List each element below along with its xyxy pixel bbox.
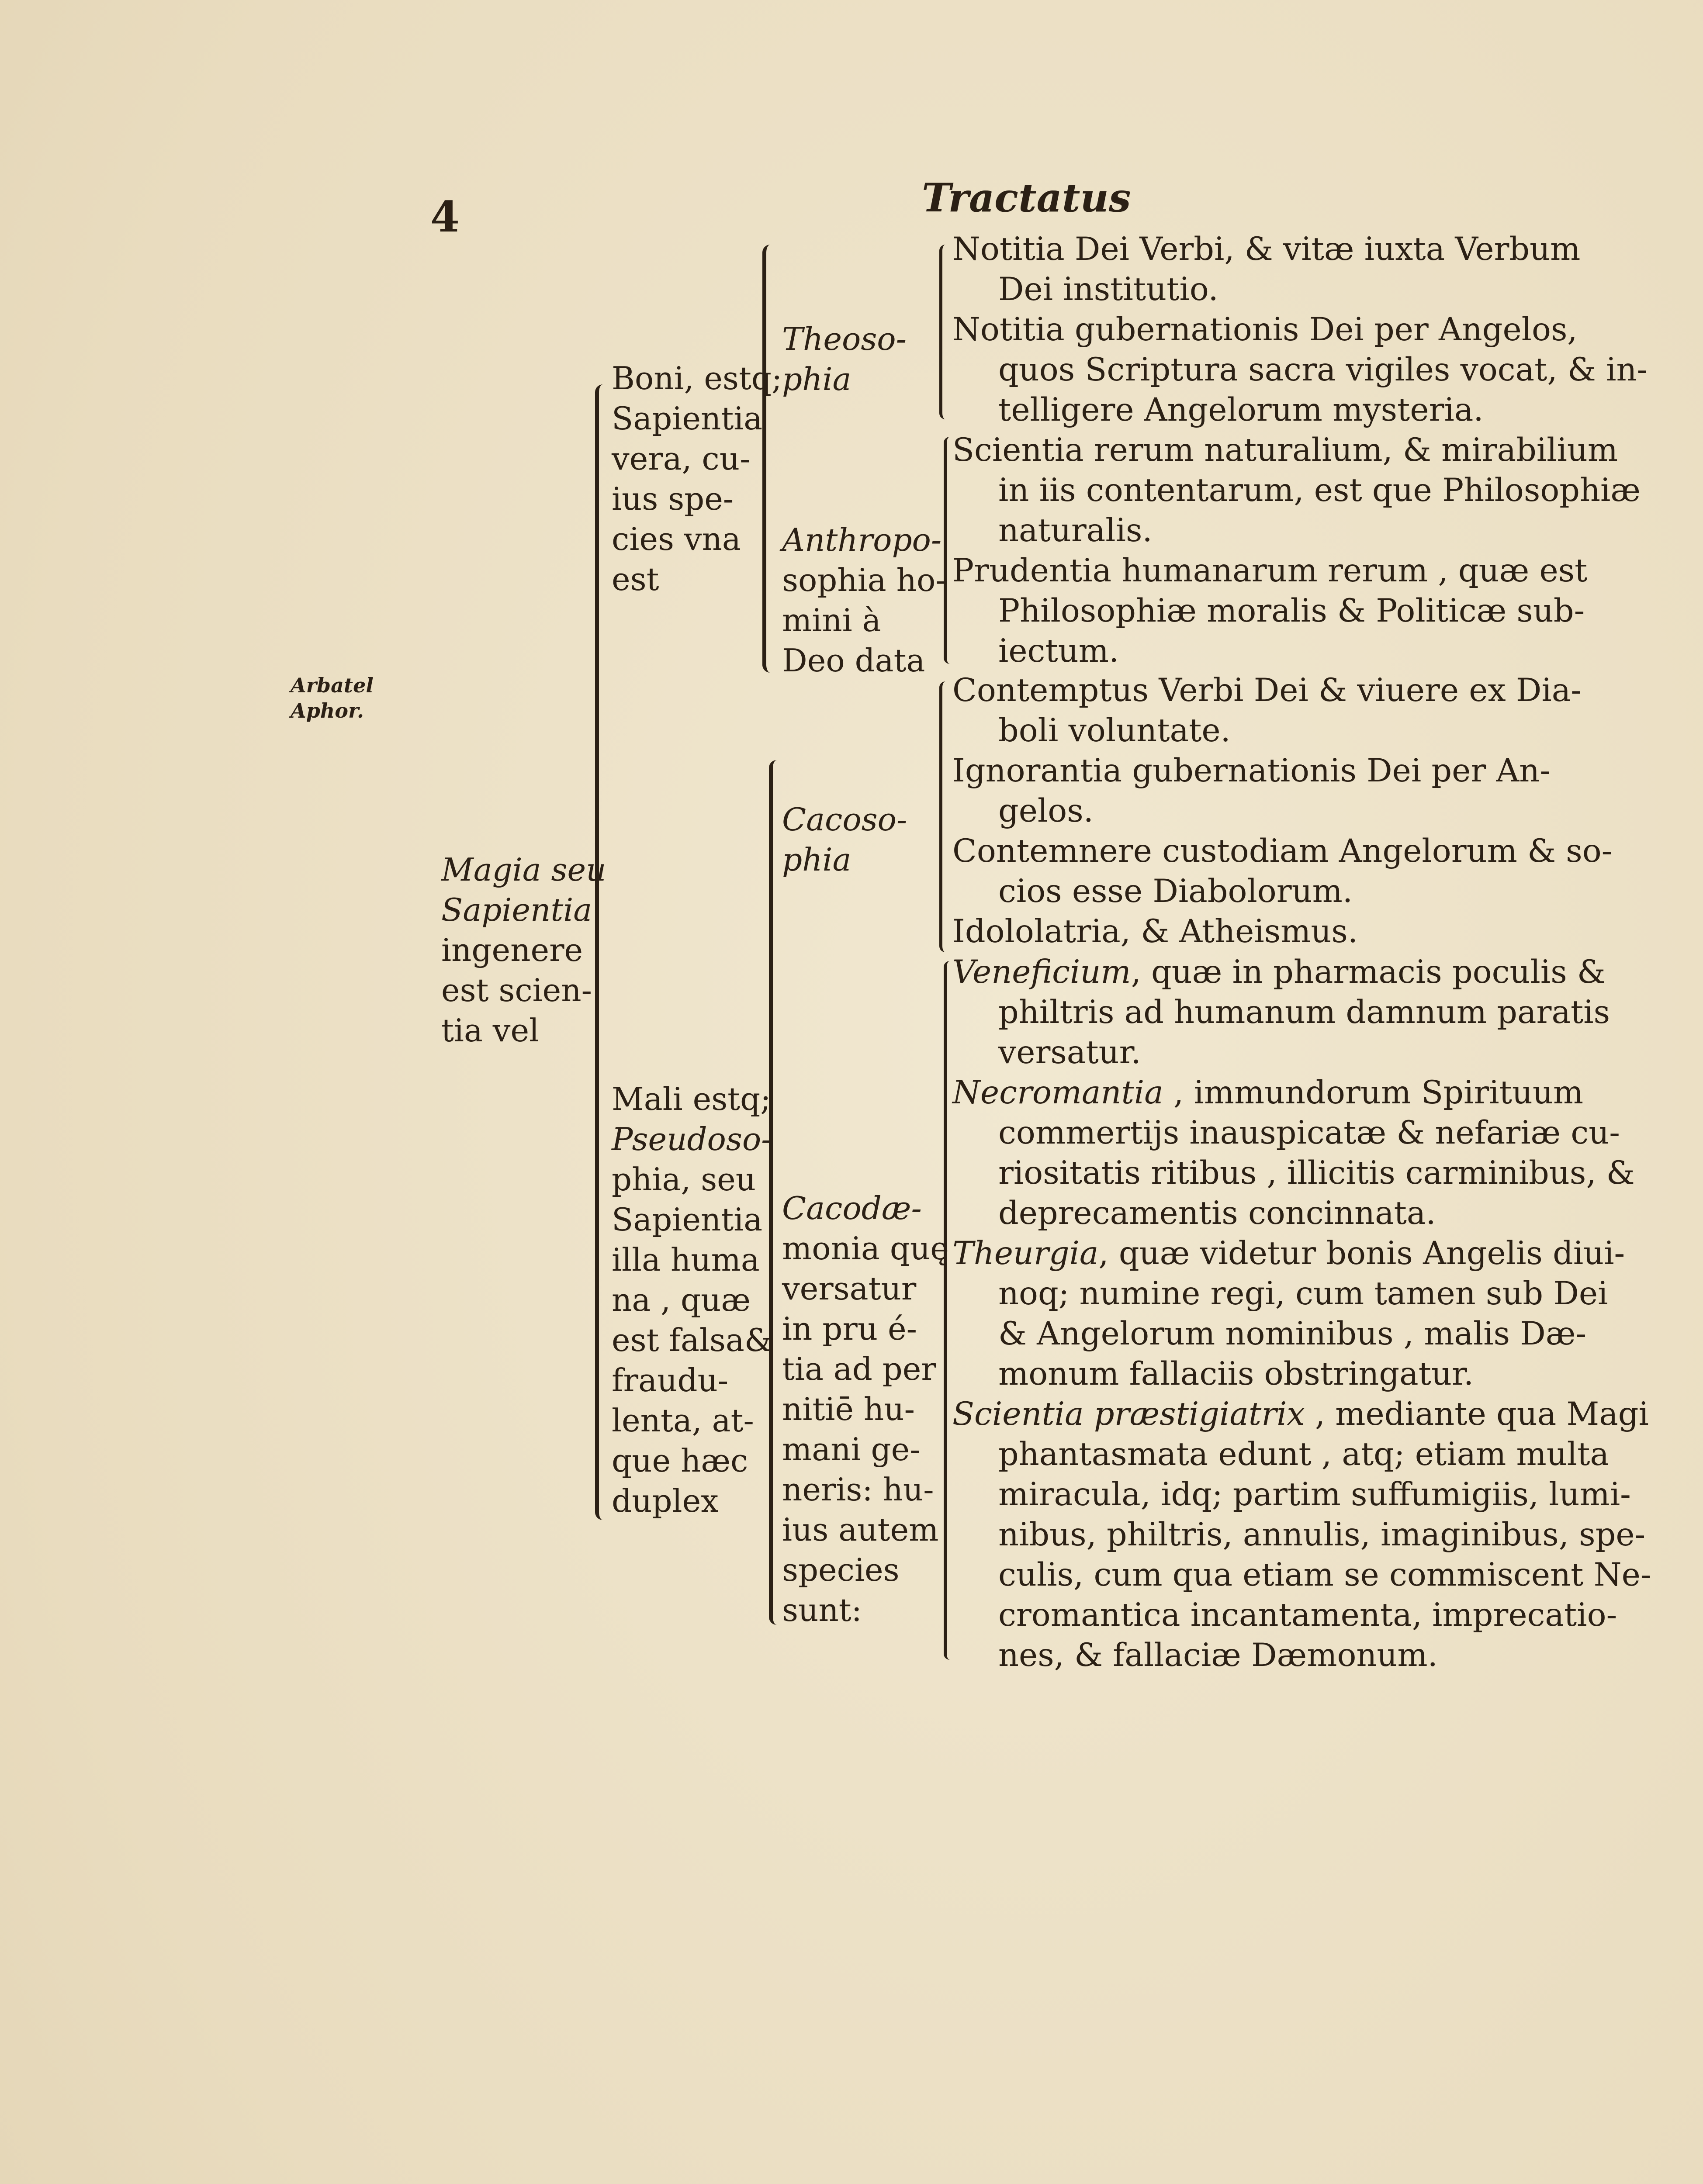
anthroposophia-line: mini à xyxy=(782,602,881,639)
leaf-line: monum fallaciis obstringatur. xyxy=(998,1355,1474,1393)
leaf-term: Scientia præstigiatrix xyxy=(952,1396,1305,1433)
mali-line: que hæc xyxy=(612,1442,748,1479)
leaf-line: naturalis. xyxy=(998,512,1153,549)
leaf-line xyxy=(952,952,1651,992)
cacodaemonia-line: Cacodæ- xyxy=(782,1190,922,1227)
anthroposophia-line: Deo data xyxy=(782,642,925,679)
mali-line: Sapientia xyxy=(612,1201,763,1238)
root-line: tia vel xyxy=(441,1012,540,1049)
margin-note-line: Arbatel xyxy=(291,674,374,697)
mali-line: phia, seu xyxy=(612,1161,756,1198)
cacodaemonia-line: versatur xyxy=(782,1270,917,1307)
leaf-line: nibus, philtris, annulis, imaginibus, spe- xyxy=(998,1516,1646,1553)
leaf-text: , mediante qua Magi xyxy=(1305,1396,1649,1433)
boni-brace xyxy=(762,245,778,673)
root-line: ingenere xyxy=(441,932,583,968)
mali-line: duplex xyxy=(612,1482,719,1519)
cacodaemonia-line: tia ad per xyxy=(782,1351,936,1387)
leaf-term: Veneficium xyxy=(952,954,1131,991)
boni-line: vera, cu- xyxy=(612,440,751,477)
leaf-line: cromantica incantamenta, imprecatio- xyxy=(998,1597,1617,1634)
cacodaemonia-line: monia quę xyxy=(782,1230,949,1267)
anthroposophia-line: Anthropo- xyxy=(782,522,942,558)
leaf-line: phantasmata edunt , atq; etiam multa xyxy=(998,1436,1609,1473)
mali-definition xyxy=(612,1079,772,1521)
leaf-line: Notitia Dei Verbi, & vitæ iuxta Verbum xyxy=(952,231,1581,268)
margin-note-line: Aphor. xyxy=(291,699,364,722)
boni-line: ius spe- xyxy=(612,480,734,517)
leaf-line: Notitia gubernationis Dei per Angelos, xyxy=(952,311,1578,348)
cacodaemonia-line: mani ge- xyxy=(782,1431,921,1468)
leaf-line xyxy=(952,1234,1651,1274)
cacosophia-brace xyxy=(939,681,951,952)
leaf-line: & Angelorum nominibus , malis Dæ- xyxy=(998,1315,1587,1352)
mali-line: est falsa& xyxy=(612,1322,772,1358)
leaf-line: Prudentia humanarum rerum , quæ est xyxy=(952,552,1588,589)
leaf-line: culis, cum qua etiam se commiscent Ne- xyxy=(998,1556,1651,1593)
mali-line: fraudu- xyxy=(612,1362,729,1399)
leaf-line: miracula, idq; partim suffumigiis, lumi- xyxy=(998,1476,1631,1513)
leaf-line: iectum. xyxy=(998,632,1119,670)
boni-line: Boni, estq; xyxy=(612,360,782,397)
main-brace xyxy=(595,384,612,1520)
leaf-text: , immundorum Spirituum xyxy=(1163,1074,1584,1111)
mali-line: na , quæ xyxy=(612,1282,751,1318)
leaf-line: Ignorantia gubernationis Dei per An- xyxy=(952,752,1551,789)
cacosophia-items xyxy=(952,670,1612,952)
theosophia-label xyxy=(782,319,907,399)
cacodaemonia-line: species xyxy=(782,1552,900,1588)
leaf-line: cios esse Diabolorum. xyxy=(998,873,1353,910)
cacodaemonia-label xyxy=(782,1188,949,1630)
boni-definition xyxy=(612,358,782,599)
running-head: Tractatus xyxy=(922,175,1131,221)
cacodaemonia-items xyxy=(952,952,1651,1676)
leaf-line xyxy=(952,1073,1651,1113)
mali-line: Mali estq; xyxy=(612,1081,771,1117)
leaf-line: Philosophiæ moralis & Politicæ sub- xyxy=(998,592,1585,629)
leaf-line: in iis contentarum, est que Philosophiæ xyxy=(998,472,1641,509)
leaf-line: boli voluntate. xyxy=(998,712,1231,749)
mali-line: illa huma xyxy=(612,1241,760,1278)
margin-note xyxy=(291,673,374,723)
root-line: est scien- xyxy=(441,972,592,1009)
leaf-term: Necromantia xyxy=(952,1074,1163,1111)
leaf-line: nes, & fallaciæ Dæmonum. xyxy=(998,1637,1438,1674)
leaf-line: Dei institutio. xyxy=(998,271,1218,308)
cacodaemonia-line: ius autem xyxy=(782,1511,939,1548)
anthroposophia-label xyxy=(782,520,946,681)
leaf-line xyxy=(952,1394,1651,1434)
leaf-term: Theurgia xyxy=(952,1235,1099,1272)
leaf-line: deprecamentis concinnata. xyxy=(998,1195,1436,1232)
cacosophia-label xyxy=(782,799,907,880)
leaf-line: telligere Angelorum mysteria. xyxy=(998,391,1484,429)
leaf-line: versatur. xyxy=(998,1034,1141,1071)
page-number: 4 xyxy=(430,192,460,242)
mali-line: lenta, at- xyxy=(612,1402,754,1439)
leaf-line: Contemnere custodiam Angelorum & so- xyxy=(952,833,1613,870)
root-line: Magia seu xyxy=(441,851,606,888)
leaf-line: noq; numine regi, cum tamen sub Dei xyxy=(998,1275,1608,1312)
cacodaemonia-line: nitiē hu- xyxy=(782,1391,915,1427)
root-definition xyxy=(441,850,606,1051)
leaf-line: riositatis ritibus , illicitis carminibus, & xyxy=(998,1154,1635,1192)
cacodaemonia-line: sunt: xyxy=(782,1592,862,1628)
cacodaemonia-line: in pru é- xyxy=(782,1310,917,1347)
mali-line: Pseudoso- xyxy=(612,1121,772,1158)
theosophia-items xyxy=(952,229,1648,430)
leaf-line: Idololatria, & Atheismus. xyxy=(952,913,1358,950)
leaf-line: philtris ad humanum damnum paratis xyxy=(998,994,1610,1031)
cacosophia-line: Cacoso- xyxy=(782,801,907,838)
leaf-line: gelos. xyxy=(998,792,1094,829)
cacodaemonia-line: neris: hu- xyxy=(782,1471,934,1508)
theosophia-line: phia xyxy=(782,361,852,397)
boni-line: cies vna xyxy=(612,521,741,557)
leaf-text: , quæ videtur bonis Angelis diui- xyxy=(1098,1235,1625,1272)
leaf-line: quos Scriptura sacra vigiles vocat, & in- xyxy=(998,351,1648,388)
boni-line: est xyxy=(612,561,659,598)
cacosophia-line: phia xyxy=(782,841,852,878)
theosophia-line: Theoso- xyxy=(782,321,907,357)
root-line: Sapientia xyxy=(441,892,592,928)
theosophia-brace xyxy=(939,245,951,419)
anthroposophia-items xyxy=(952,430,1641,671)
leaf-line: Scientia rerum naturalium, & mirabilium xyxy=(952,432,1618,469)
anthroposophia-line: sophia ho- xyxy=(782,562,946,598)
leaf-text: , quæ in pharmacis poculis & xyxy=(1131,954,1606,991)
boni-line: Sapientia xyxy=(612,400,763,437)
leaf-line: Contemptus Verbi Dei & viuere ex Dia- xyxy=(952,672,1582,709)
leaf-line: commertijs inauspicatæ & nefariæ cu- xyxy=(998,1114,1620,1151)
